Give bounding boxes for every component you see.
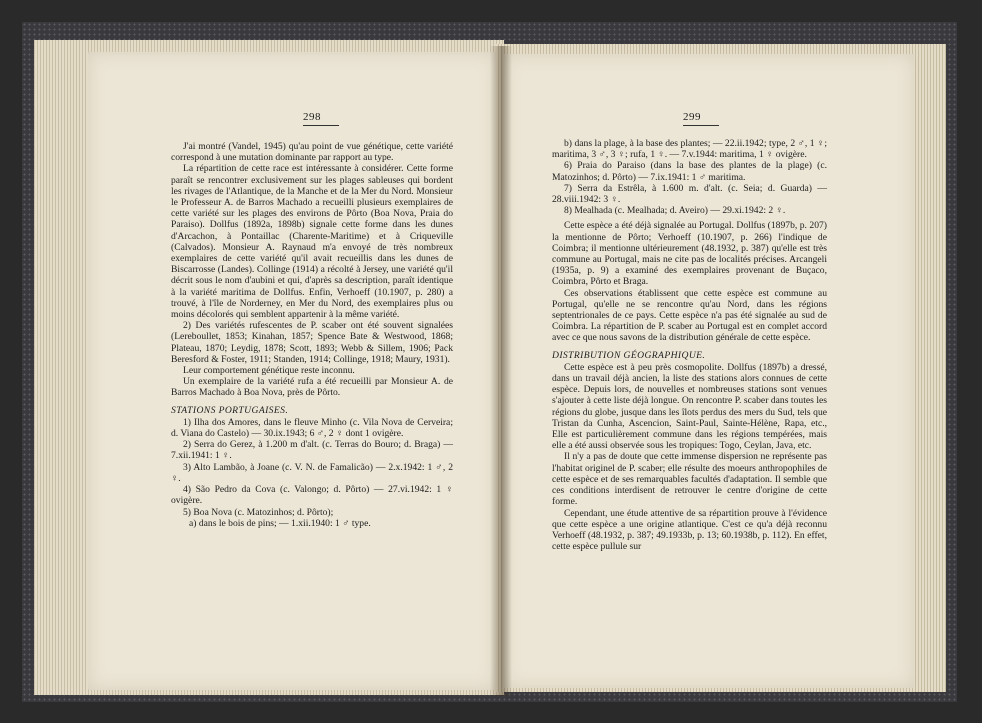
station-entry: a) dans le bois de pins; — 1.xii.1940: 1 ♂ type. <box>189 517 371 529</box>
paragraph: Leur comportement génétique reste inconnu. <box>183 365 355 377</box>
book-gutter <box>490 46 512 696</box>
station-entry: 8) Mealhada (c. Mealhada; d. Aveiro) — 29.xi.1942: 2 ♀. <box>564 205 786 217</box>
station-entry: b) dans la plage, à la base des plantes; — 22.ii.1942; type, 2 ♂, 1 ♀; maritima, 3 ♂, 3 ♀; rufa, 1 ♀. — 7.v.1944: maritima, 1 ♀ ovigère. <box>552 138 827 161</box>
paragraph: Ces observations établissent que cette espèce est commune au Portugal, qu'elle ne se rencontre qu'au Nord, dans les régions septentrionales de ce pays. Cette espèce n'a pas été signalée au sud de Coimbra. La répartition de P. scaber au Portugal est en complet accord avec ce que nous savons de la distribution générale de cette espèce. <box>552 287 827 344</box>
paragraph: J'ai montré (Vandel, 1945) qu'au point de vue génétique, cette variété correspond à une mutation dominante par rapport au type. <box>171 141 453 164</box>
section-heading: DISTRIBUTION GÉOGRAPHIQUE. <box>552 349 706 361</box>
paragraph: Cette espèce est à peu près cosmopolite. Dollfus (1897b) a dressé, dans un travail déjà ancien, la liste des stations alors connues de cette espèce. Depuis lors, de nouvelles et nombreuses stations sont venues s'ajouter à cette liste déjà longue. On rencontre P. scaber dans toutes les régions du globe, jusque dans les îlots perdus des mers du Sud, tels que Tristan da Cunha, Ascencion, Saint-Paul, Sainte-Hélène, Rapa, etc., Elle est particulièrement commune dans les régions tempérées, mais elle a été aussi observée sous les tropiques: Togo, Ceylan, Java, etc. <box>552 361 827 452</box>
right-page-number: 299 <box>683 111 719 126</box>
station-entry: 5) Boa Nova (c. Matozinhos; d. Pôrto); <box>183 506 334 518</box>
right-page-text <box>552 138 827 552</box>
station-entry: 6) Praia do Paraiso (dans la base des plantes de la plage) (c. Matozinhos; d. Pôrto) — 7.ix.1941: 1 ♂ maritima. <box>552 160 827 183</box>
paragraph: Cependant, une étude attentive de sa répartition prouve à l'évidence que cette espèce a une origine atlantique. C'est ce qu'a déjà reconnu Verhoeff (48.1932, p. 387; 49.1933b, p. 13; 60.1938b, p. 112). En effet, cette espèce pullule sur <box>552 507 827 553</box>
station-entry: 4) São Pedro da Cova (c. Valongo; d. Pôrto) — 27.vi.1942: 1 ♀ ovigère. <box>171 484 453 507</box>
station-entry: 7) Serra da Estrêla, à 1.600 m. d'alt. (c. Seia; d. Guarda) — 28.viii.1942: 3 ♀. <box>552 182 827 206</box>
paragraph: Il n'y a pas de doute que cette immense dispersion ne représente pas l'habitat originel de P. scaber; elle résulte des moeurs anthropophiles de cette espèce et de ses remarquables facultés d'adaptation. Il semble que ces conditions interdisent de retrouver le centre d'origine de cette forme. <box>552 451 827 508</box>
left-page-number: 298 <box>303 111 339 126</box>
paragraph: Un exemplaire de la variété rufa a été recueilli par Monsieur A. de Barros Machado à Boa Nova, près de Pôrto. <box>171 376 453 399</box>
station-entry: 2) Serra do Gerez, à 1.200 m d'alt. (c. Terras do Bouro; d. Braga) — 7.xii.1941: 1 ♀. <box>171 439 453 462</box>
station-entry: 3) Alto Lambão, à Joane (c. V. N. de Famalicão) — 2.x.1942: 1 ♂, 2 ♀. <box>171 461 453 484</box>
section-heading: STATIONS PORTUGAISES. <box>171 404 289 416</box>
left-page-text <box>171 141 453 529</box>
paragraph: La répartition de cette race est intéressante à considérer. Cette forme paraît se rencontrer exclusivement sur les plages sableuses qui bordent les rivages de l'Atlantique, de la Manche et de la Mer du Nord. Monsieur le Professeur A. de Barros Machado a recueilli plusieurs exemplaires de cette variété sur les plages des environs de Pôrto (Boa Nova, Praia do Paraiso). Dollfus (1892a, 1898b) signale cette forme dans les dunes d'Arcachon, à Pontaillac (Charente-Maritime) et à Criqueville (Calvados). Monsieur A. Raynaud m'a envoyé de très nombreux exemplaires de cette variété qu'il avait recueillis dans les dunes de Biscarrosse (Landes). Collinge (1914) a récolté à Jersey, une variété qu'il décrit sous le nom d'aubini et qui, d'après sa description, paraît identique à la variété maritima de Dollfus. Enfin, Verhoeff (10.1907, p. 280) a trouvé, à l'île de Norderney, en Mer du Nord, des exemplaires plus ou moins décolorés qui semblent appartenir à la même variété. <box>171 163 453 321</box>
station-entry: 1) Ilha dos Amores, dans le fleuve Minho (c. Vila Nova de Cerveira; d. Viana do Castelo) — 30.ix.1943; 6 ♂, 2 ♀ dont 1 ovigère. <box>171 416 453 440</box>
paragraph: 2) Des variétés rufescentes de P. scaber ont été souvent signalées (Lereboullet, 1853; Kinahan, 1857; Spence Bate & Westwood, 1868; Plateau, 1870; Leydig, 1878; Scott, 1893; Webb & Sillem, 1906; Pack Beresford & Foster, 1911; Standen, 1914; Collinge, 1918; Maury, 1931). <box>171 320 453 365</box>
paragraph: Cette espèce a été déjà signalée au Portugal. Dollfus (1897b, p. 207) la mentionne de Pôrto; Verhoeff (10.1907, p. 266) l'indique de Coimbra; il mentionne ultérieurement (48.1932, p. 387) qu'elle est très commune au Portugal, mais ne cite pas de localités précises. Arcangeli (1935a, p. 9) a examiné des exemplaires provenant de Buçaco, Coimbra, Pôrto et Braga. <box>552 220 827 288</box>
